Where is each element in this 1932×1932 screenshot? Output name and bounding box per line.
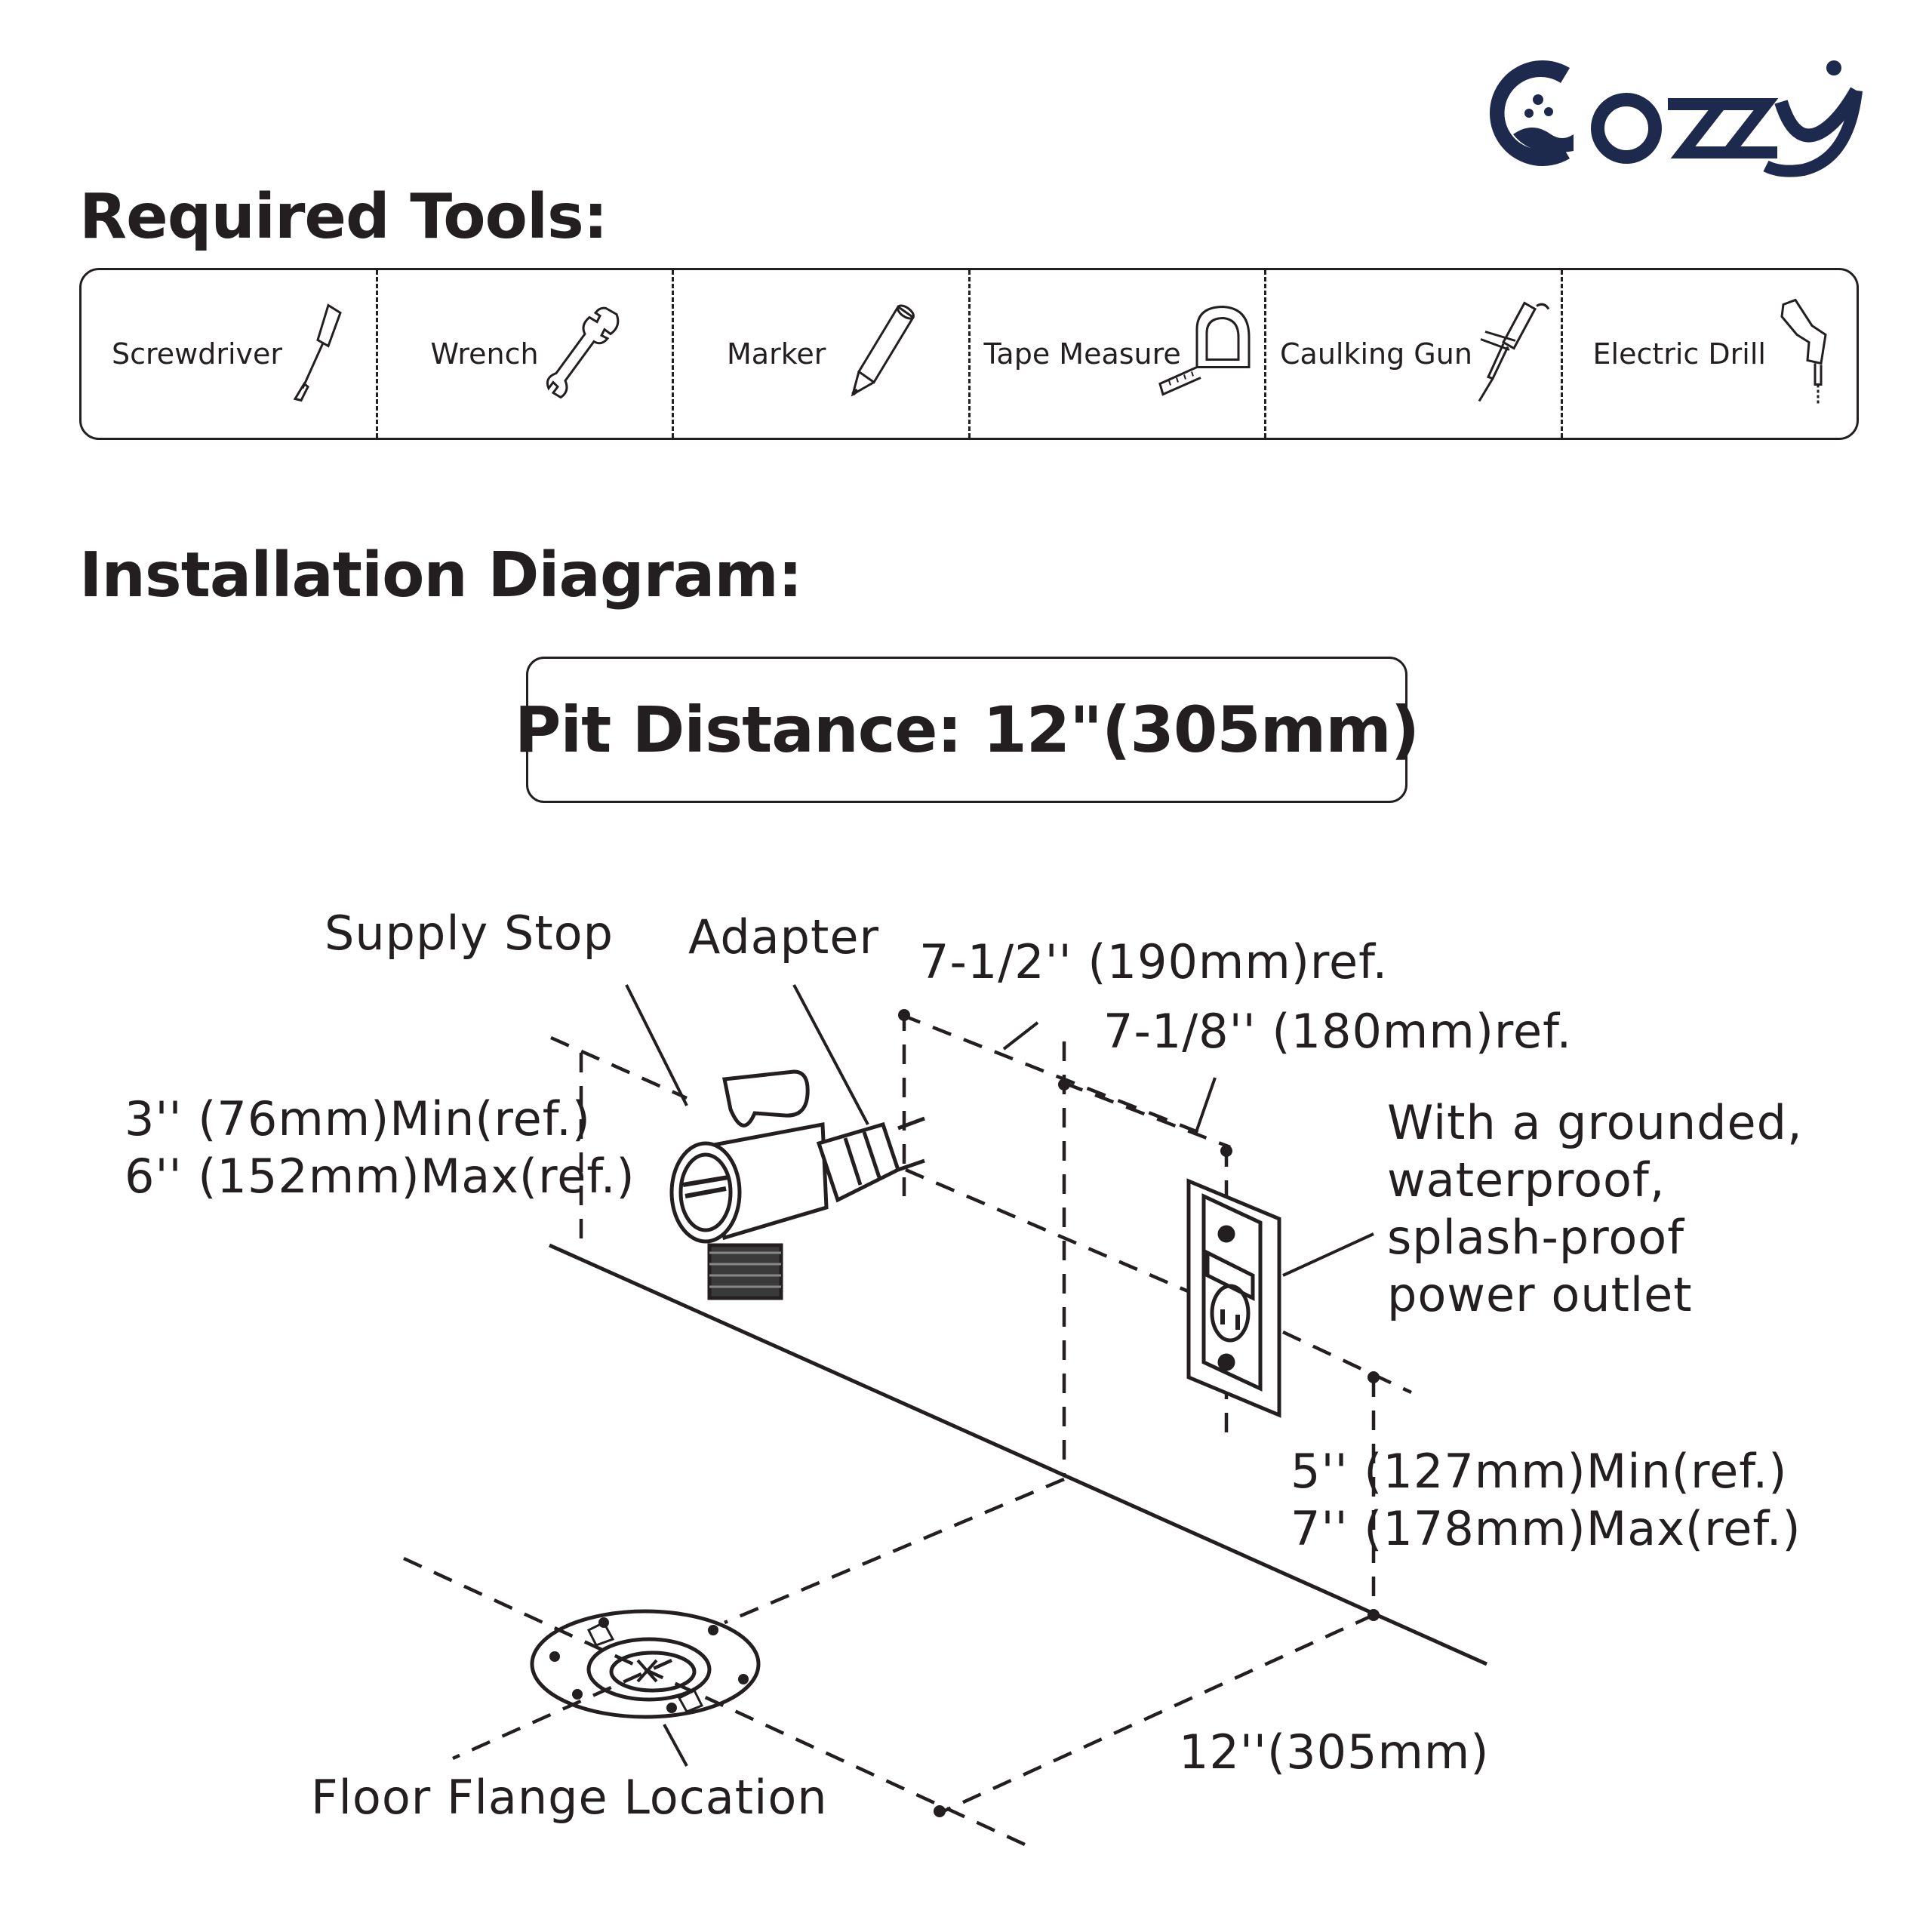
dim-7-1-8-label: 7-1/8'' (180mm)ref. — [1103, 1004, 1573, 1059]
tool-caulking-gun — [1264, 270, 1561, 438]
outlet-max: 7'' (178mm)Max(ref.) — [1291, 1501, 1801, 1556]
floor-flange — [532, 1611, 758, 1717]
wrench-icon — [544, 300, 627, 409]
supply-stop-label: Supply Stop — [325, 906, 614, 961]
screwdriver-icon — [281, 300, 349, 409]
tool-electric-drill — [1561, 270, 1857, 438]
tool-label: Electric Drill — [1592, 337, 1766, 371]
marker-icon — [844, 300, 919, 409]
height-range-label — [125, 1091, 635, 1205]
power-outlet — [1189, 1181, 1279, 1415]
adapter-label: Adapter — [688, 909, 879, 964]
height-max: 6'' (152mm)Max(ref.) — [125, 1149, 635, 1204]
tool-wrench — [376, 270, 672, 438]
outlet-height-label — [1291, 1443, 1801, 1558]
height-min: 3'' (76mm)Min(ref.) — [125, 1091, 591, 1146]
installation-diagram — [0, 868, 1932, 1932]
tool-label: Caulking Gun — [1280, 337, 1472, 371]
tool-label: Screwdriver — [112, 337, 283, 371]
dim-7-1-2-label: 7-1/2'' (190mm)ref. — [919, 934, 1389, 989]
supply-stop-valve — [672, 1072, 924, 1298]
floor-flange-label: Floor Flange Location — [311, 1770, 828, 1825]
tool-marker — [672, 270, 968, 438]
tool-label: Marker — [727, 337, 826, 371]
outlet-description — [1387, 1094, 1803, 1324]
caulking-gun-icon — [1470, 296, 1553, 413]
tool-label: Wrench — [430, 337, 539, 371]
tools-panel — [79, 268, 1859, 440]
diagram-heading: Installation Diagram: — [79, 540, 802, 611]
tool-tape-measure — [968, 270, 1265, 438]
tool-label: Tape Measure — [983, 337, 1181, 371]
tools-heading: Required Tools: — [79, 181, 608, 253]
brand-logo — [1479, 45, 1872, 181]
electric-drill-icon — [1774, 296, 1835, 413]
outlet-min: 5'' (127mm)Min(ref.) — [1291, 1444, 1788, 1499]
outlet-line: splash-proof — [1387, 1210, 1685, 1265]
tool-screwdriver — [82, 270, 376, 438]
outlet-line: waterproof, — [1387, 1152, 1666, 1208]
pit-distance-box — [514, 657, 1420, 803]
tape-measure-icon — [1155, 300, 1257, 409]
dim-12-label: 12''(305mm) — [1179, 1724, 1490, 1780]
outlet-line: With a grounded, — [1387, 1095, 1803, 1150]
pit-distance-text: Pit Distance: 12"(305mm) — [514, 693, 1420, 767]
outlet-line: power outlet — [1387, 1267, 1693, 1322]
